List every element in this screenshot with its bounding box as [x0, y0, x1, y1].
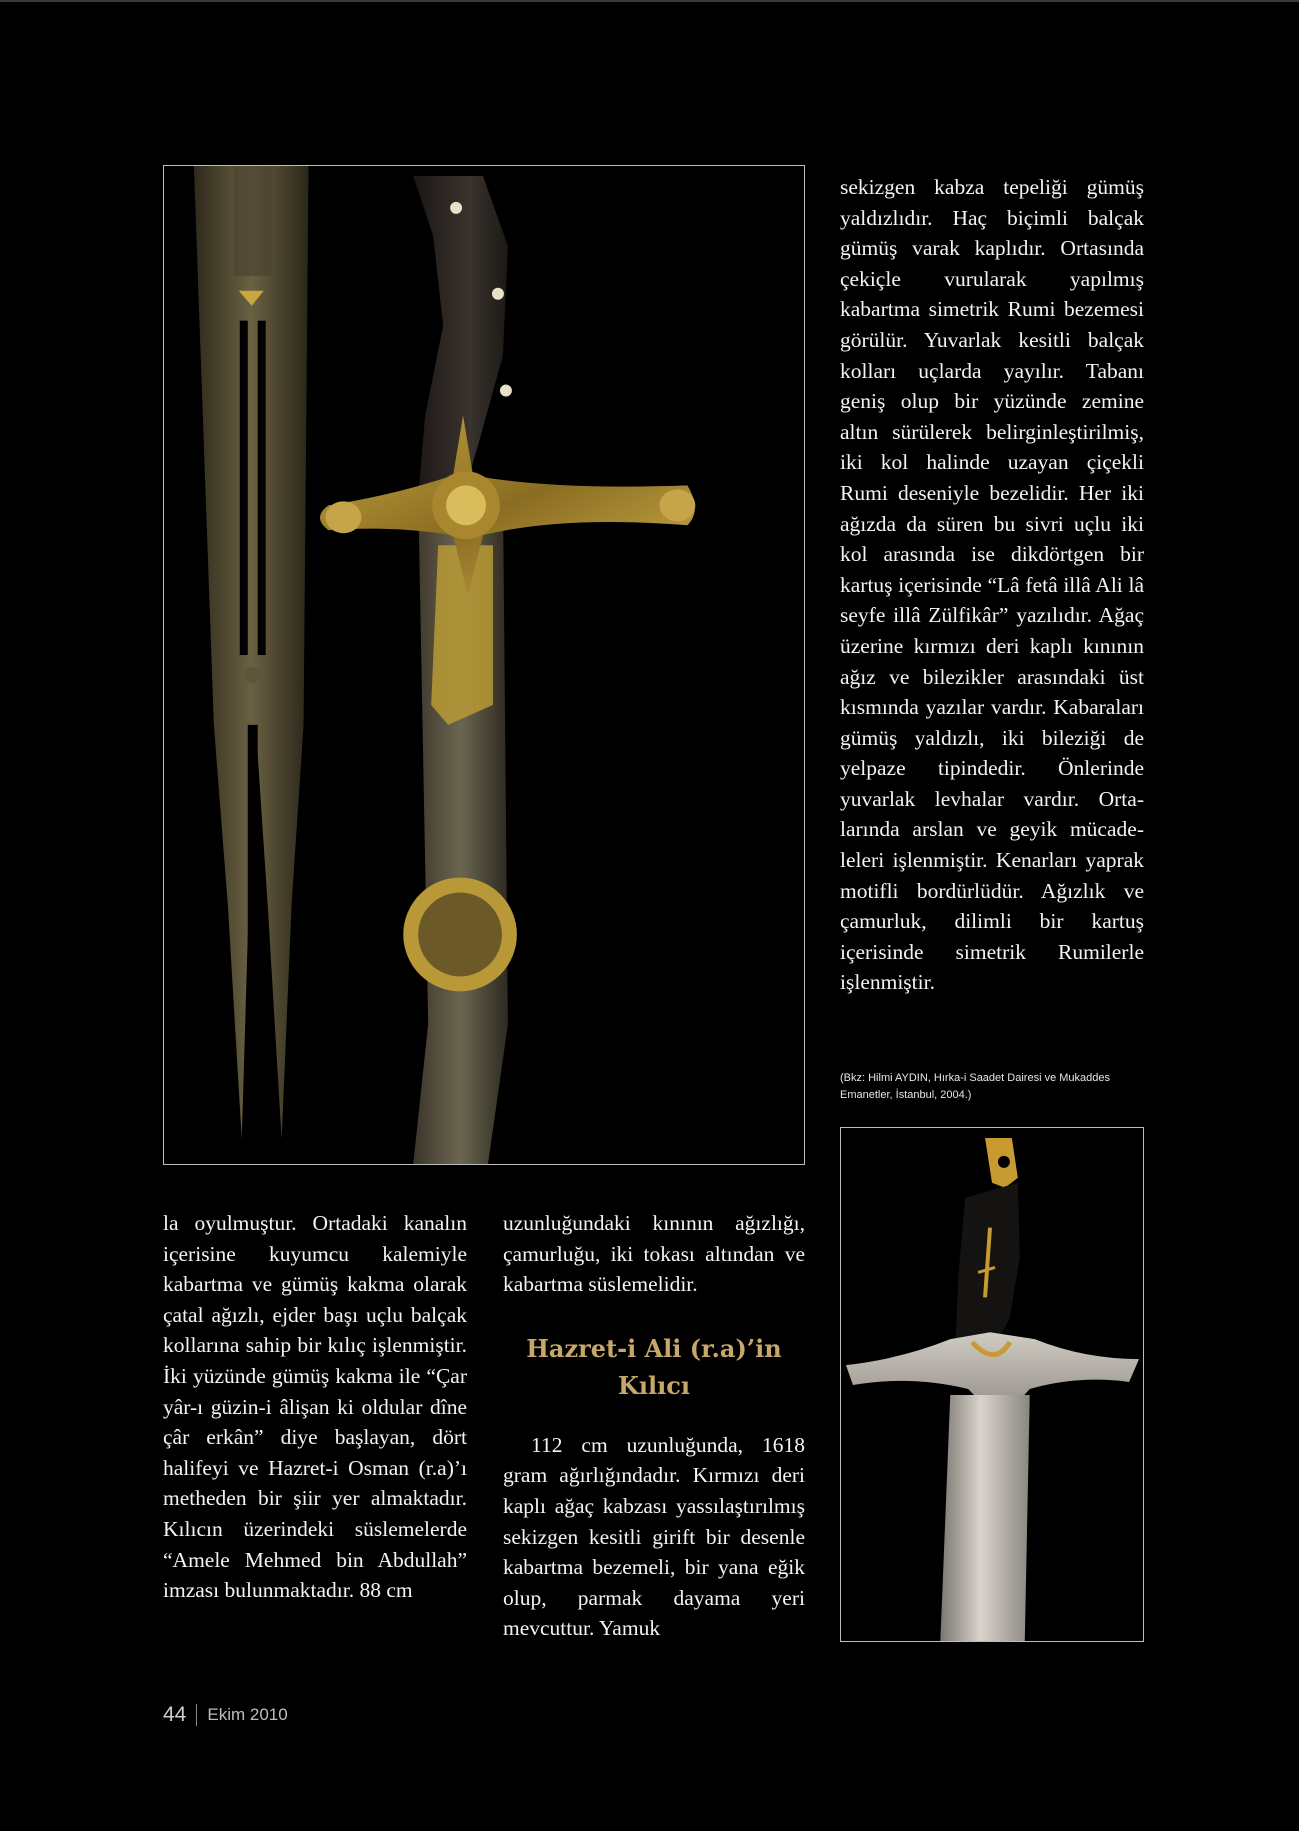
paragraph: la oyulmuştur. Ortadaki kanalın içerisine kuyumcu kalemiyle kabartma ve gümüş kakma olarak çatal ağızlı, ejder başı uçlu balçak kollarına sahip bir kılıç işlenmiştir. İki yüzünde gümüş kakma ile “Çar yâr-ı güzin-i âlişan ki oldular dîne çâr erkân” diye başlayan, dört halifeyi ve Hazret-i Osman (r.a)’ı metheden bir şiir yer almaktadır. Kılıcın üzerindeki süslemelerde “Amele Mehmed bin Abdullah” imzası bulunmaktadır. 88 cm — [163, 1211, 467, 1603]
paragraph: sekizgen kabza tepeliği gümüş yaldızlıdır. Haç biçimli balçak gümüş varak kaplıdır. Ortasında çekiçle vurularak yapılmış kabartma simetrik Rumi bezemesi görülür. Yuvarlak kesitli balçak kolları uçlarda yayılır. Tabanı geniş olup bir yüzünde zemine altın sürülerek belirginleştirilmiş, iki kol halinde uzayan çiçekli Rumi deseniyle bezelidir. Her iki ağızda da süren bu sivri uçlu iki kol arasında ise dikdörtgen bir kartuş içerisinde “Lâ fetâ illâ Ali lâ seyfe illâ Zülfikâr” yazılıdır. Ağaç üzerine kırmızı deri kaplı kınının ağız ve bilezikler arasındaki üst kısmında yazılar vardır. Kabaraları gümüş yaldızlı, iki bileziği de yelpaze tipindedir. Önlerinde yuvarlak levhalar vardır. Ortalarında arslan ve geyik mücadeleleri işlenmiştir. Kenarları yaprak motifli bordürlüdür. Ağızlık ve çamurluk, dilimli bir kartuş içerisinde simetrik Rumilerle işlenmiştir. — [840, 175, 1144, 995]
sword-illustration-small — [841, 1128, 1143, 1641]
paragraph: uzunluğundaki kınının ağızlığı, çamurluğu, iki tokası altından ve kabartma süslemelidir. — [503, 1211, 805, 1297]
paragraph: 112 cm uzunluğunda, 1618 gram ağırlığındadır. Kırmızı deri kaplı ağaç kabzası yassılaştırılmış sekizgen kesitli girift bir desenle kabartma bezemeli, bir yana eğik olup, parmak dayama yeri mevcuttur. Yamuk — [503, 1432, 805, 1641]
sword-illustration-main — [164, 166, 804, 1164]
page-number: 44 — [163, 1703, 187, 1726]
right-column-text — [840, 172, 1144, 998]
left-column-text — [163, 1208, 467, 1606]
citation: (Bkz: Hilmi AYDIN, Hırka-i Saadet Dairesi ve Mukaddes Emanetler, İstanbul, 2004.) — [840, 1072, 1110, 1101]
sword-photo-main — [163, 165, 805, 1165]
section-heading: Hazret-i Ali (r.a)’in Kılıcı — [526, 1333, 782, 1400]
footer-divider — [196, 1704, 197, 1726]
issue-date: Ekim 2010 — [207, 1705, 288, 1724]
sword-photo-small — [840, 1127, 1144, 1642]
middle-column-text — [503, 1208, 805, 1644]
top-rule — [0, 0, 1299, 2]
page-footer — [163, 1703, 288, 1727]
